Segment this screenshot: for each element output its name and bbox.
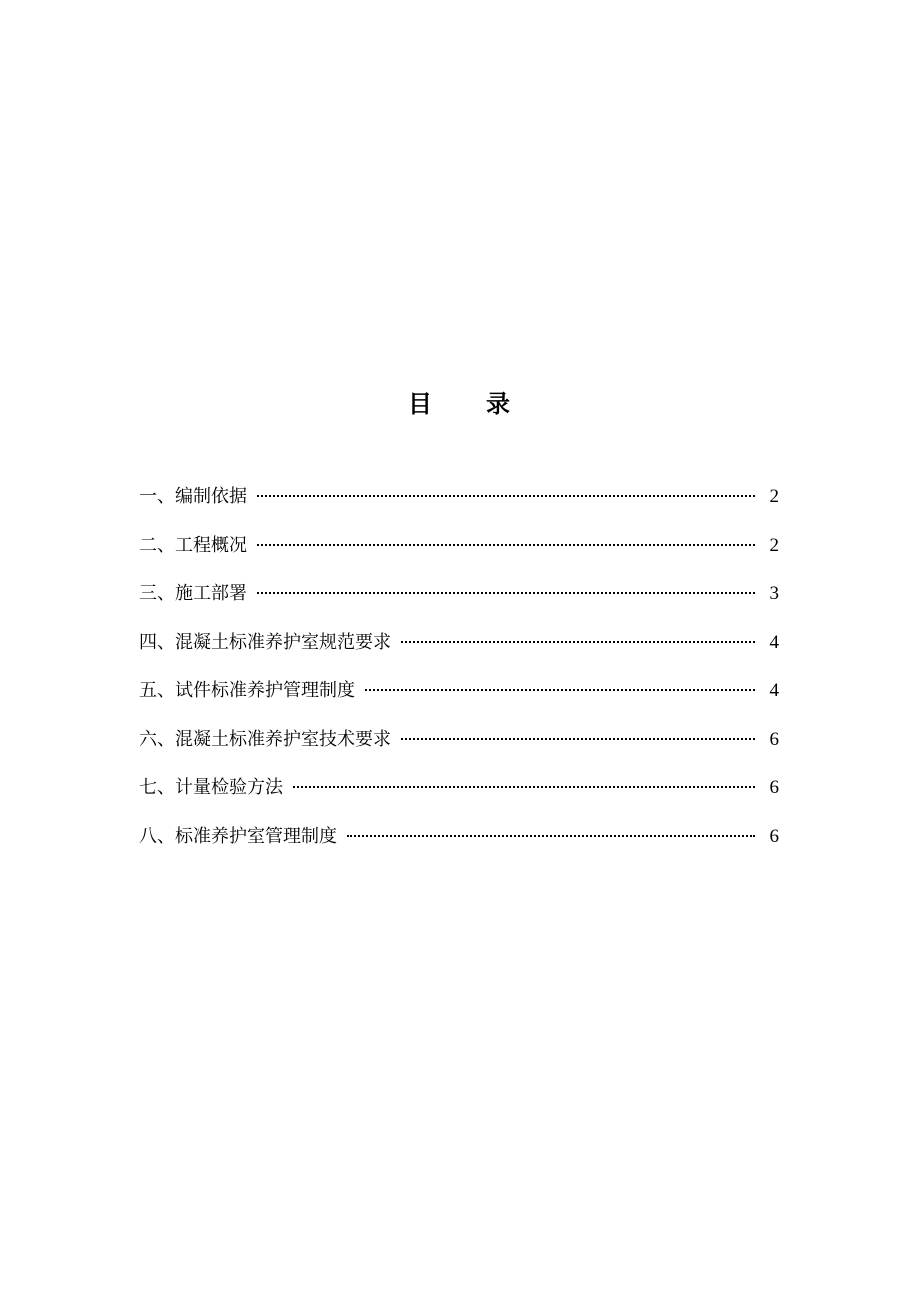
toc-entry[interactable]	[139, 482, 779, 531]
toc-dot-leader	[347, 835, 755, 837]
toc-entry[interactable]	[139, 531, 779, 580]
toc-title-text: 目 录	[408, 390, 512, 418]
toc-entry-page: 6	[769, 728, 779, 750]
toc-entry[interactable]	[139, 676, 779, 725]
toc-entry-label: 六、混凝土标准养护室技术要求	[139, 728, 391, 750]
toc-dot-leader	[257, 495, 755, 497]
toc-entry[interactable]	[139, 822, 779, 871]
toc-entry-label: 五、试件标准养护管理制度	[139, 680, 355, 701]
toc-dot-leader	[257, 544, 755, 546]
toc-entry-page: 2	[769, 486, 779, 507]
toc-entry-page: 2	[769, 534, 779, 556]
toc-entry-page: 4	[769, 680, 779, 701]
toc-title	[0, 384, 920, 419]
toc-dot-leader	[401, 738, 755, 740]
toc-entry[interactable]	[139, 725, 779, 774]
toc-entry[interactable]	[139, 628, 779, 677]
toc-entry[interactable]	[139, 773, 779, 822]
toc-list	[139, 482, 779, 870]
toc-entry-page: 6	[769, 825, 779, 847]
toc-entry-label: 三、施工部署	[139, 583, 247, 604]
toc-entry-label: 一、编制依据	[139, 486, 247, 507]
toc-entry-page: 4	[769, 631, 779, 653]
toc-dot-leader	[365, 689, 755, 691]
toc-dot-leader	[293, 786, 755, 788]
toc-entry-page: 3	[769, 583, 779, 604]
toc-entry-label: 二、工程概况	[139, 534, 247, 556]
toc-entry[interactable]	[139, 579, 779, 628]
toc-entry-label: 七、计量检验方法	[139, 777, 283, 798]
toc-dot-leader	[401, 641, 755, 643]
toc-entry-page: 6	[769, 777, 779, 798]
toc-entry-label: 四、混凝土标准养护室规范要求	[139, 631, 391, 653]
toc-dot-leader	[257, 592, 755, 594]
toc-entry-label: 八、标准养护室管理制度	[139, 825, 337, 847]
